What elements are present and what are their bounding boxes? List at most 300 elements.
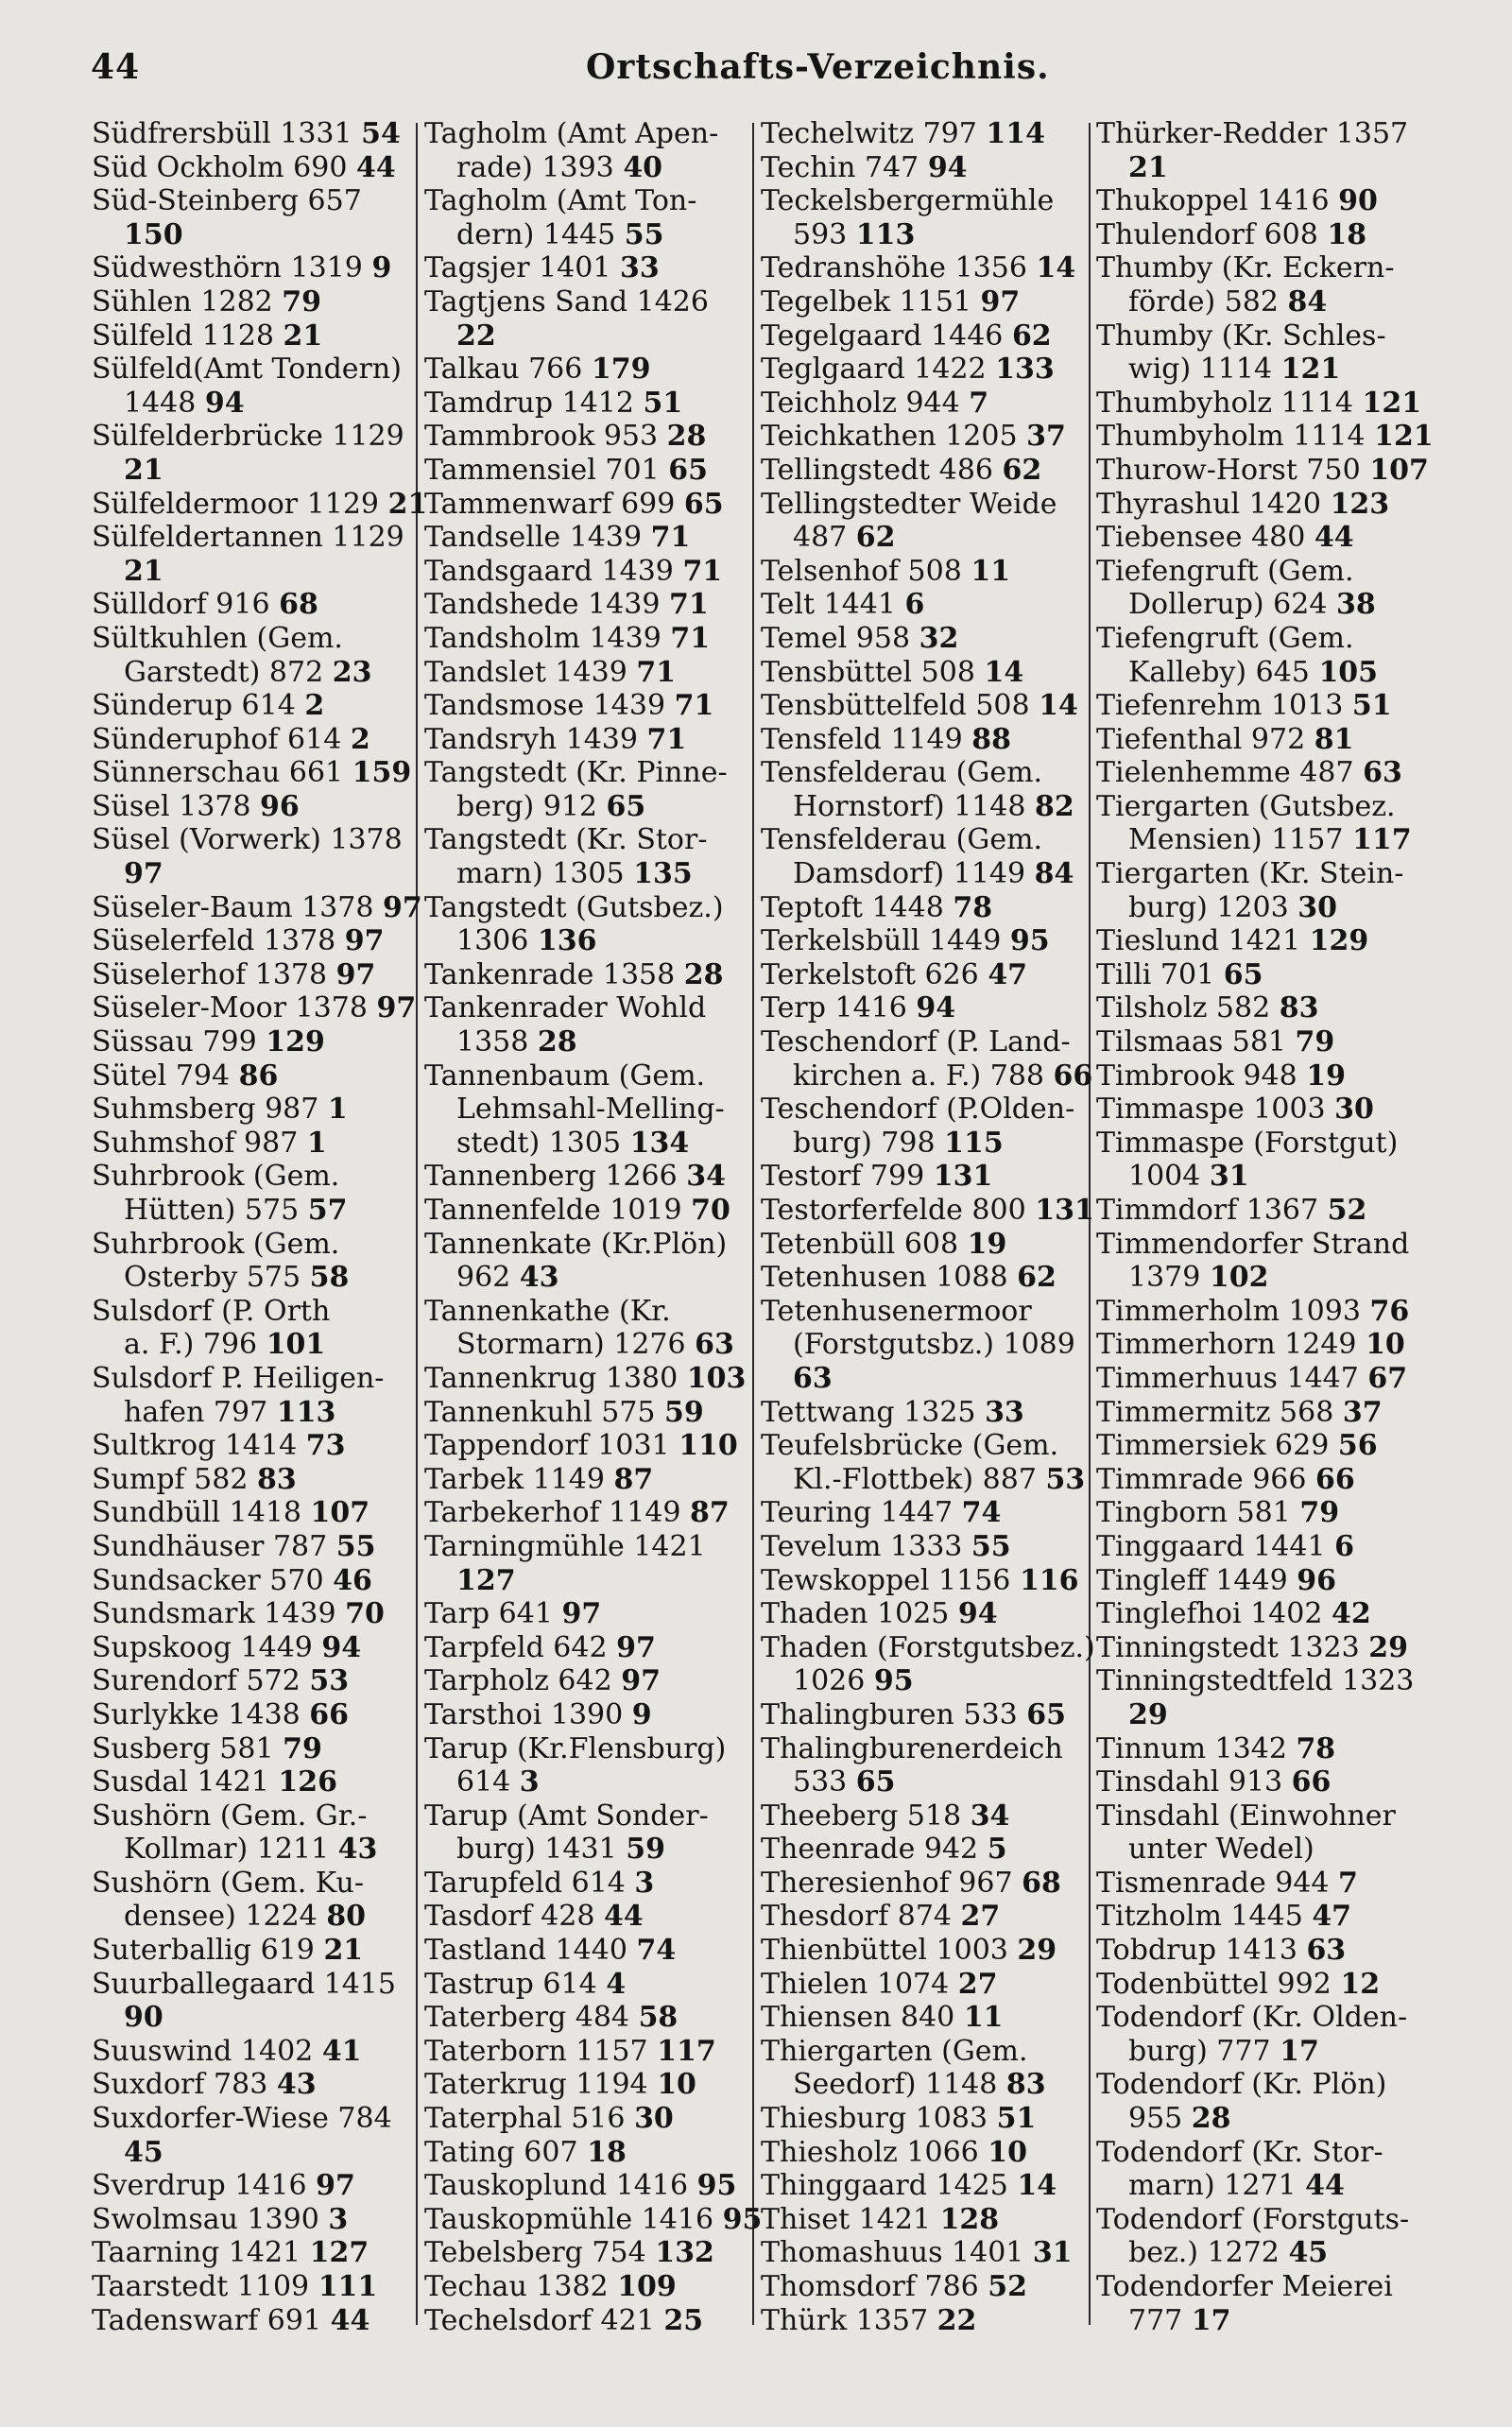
entry-page-ref: 97	[980, 284, 1021, 318]
index-entry-line	[761, 218, 1082, 252]
index-entry-line	[424, 387, 746, 421]
entry-text: Tadenswarf 691	[92, 2303, 331, 2337]
entry-page-ref: 45	[1288, 2236, 1329, 2270]
entry-text: Tetenhusen 1088	[761, 1261, 1018, 1295]
entry-text: 1004	[1128, 1160, 1210, 1194]
index-entry-line	[424, 1664, 746, 1698]
entry-text: Suhmsberg 987	[92, 1093, 328, 1127]
index-entry-line	[1096, 2236, 1427, 2270]
entry-page-ref: 3	[328, 2202, 349, 2236]
index-entry-line	[92, 1059, 408, 1093]
entry-text: Thürker-Redder 1357	[1096, 117, 1409, 150]
entry-text: Thiergarten (Gem.	[761, 2034, 1028, 2068]
entry-text: Tetenhusenermoor	[761, 1294, 1032, 1328]
entry-text: Taterphal 516	[424, 2102, 635, 2136]
entry-page-ref: 29	[1368, 1630, 1409, 1664]
entry-text: Süselerhof 1378	[92, 957, 336, 991]
entry-page-ref: 97	[616, 1630, 656, 1664]
entry-text: Thomsdorf 786	[761, 2270, 988, 2303]
entry-page-ref: 33	[619, 251, 660, 285]
entry-text: Thinggaard 1425	[761, 2169, 1018, 2203]
entry-page-ref: 80	[326, 1900, 367, 1934]
entry-text: Suhrbrook (Gem.	[92, 1227, 340, 1261]
entry-text: Tammensiel 701	[424, 453, 669, 487]
entry-page-ref: 97	[561, 1597, 602, 1631]
entry-text: Tarbek 1149	[424, 1462, 614, 1496]
index-entry-line	[761, 319, 1082, 353]
entry-page-ref: 45	[124, 2135, 163, 2169]
index-entry-line	[92, 1631, 408, 1665]
entry-text: Hütten) 575	[124, 1194, 308, 1227]
index-entry-line	[1096, 2035, 1427, 2069]
column-rule	[416, 123, 418, 2325]
index-entry-line	[1096, 1328, 1427, 1362]
entry-text: Surlykke 1438	[92, 1697, 310, 1731]
index-entry-line	[761, 723, 1082, 757]
entry-page-ref: 21	[323, 1934, 364, 1968]
entry-text: Tannenkrug 1380	[424, 1361, 687, 1395]
entry-page-ref: 68	[1022, 1866, 1061, 1900]
entry-text: Tankenrade 1358	[424, 957, 684, 991]
index-entry-line	[92, 2270, 408, 2304]
index-entry-line	[1096, 1799, 1427, 1833]
index-entry-line	[1096, 353, 1427, 387]
index-entry-line	[424, 488, 746, 522]
entry-page-ref: 76	[1369, 1294, 1410, 1328]
index-entry-line	[424, 420, 746, 454]
index-entry-line	[1096, 1093, 1427, 1127]
index-entry-line	[424, 555, 746, 589]
entry-page-ref: 6	[904, 588, 925, 622]
entry-page-ref: 79	[282, 284, 322, 318]
index-entry-line	[92, 689, 408, 723]
entry-text: Tiefengruft (Gem.	[1096, 621, 1354, 655]
index-entry-line	[1096, 1664, 1427, 1698]
index-entry-line	[761, 1396, 1082, 1430]
index-entry-line	[424, 1261, 746, 1295]
entry-text: Tagtjens Sand 1426	[424, 284, 709, 318]
entry-text: Temel 958	[761, 621, 919, 655]
entry-text: stedt) 1305	[456, 1126, 630, 1160]
entry-page-ref: 56	[1337, 1429, 1378, 1463]
index-entry-line	[761, 1867, 1082, 1901]
entry-text: burg) 777	[1128, 2034, 1280, 2068]
index-entry-line	[424, 857, 746, 891]
entry-page-ref: 47	[988, 957, 1028, 991]
index-entry-line	[424, 723, 746, 757]
index-entry-line	[424, 184, 746, 218]
entry-page-ref: 9	[371, 251, 392, 285]
entry-text: Sulsdorf P. Heiligen-	[92, 1361, 385, 1395]
entry-text: Tangstedt (Kr. Pinne-	[424, 756, 728, 790]
index-entry-line	[761, 891, 1082, 925]
index-entry-line	[92, 1698, 408, 1732]
index-entry-line	[92, 2102, 408, 2136]
entry-page-ref: 95	[722, 2202, 763, 2236]
entry-page-ref: 57	[307, 1194, 348, 1227]
index-entry-line	[424, 151, 746, 185]
index-entry-line	[92, 487, 428, 522]
index-entry-line	[424, 2270, 746, 2304]
index-entry-line	[1096, 1396, 1427, 1430]
entry-text: förde) 582	[1128, 284, 1288, 318]
entry-text: Tasdorf 428	[424, 1900, 605, 1934]
entry-page-ref: 21	[1128, 150, 1168, 184]
entry-page-ref: 28	[666, 420, 707, 454]
index-entry-line	[761, 857, 1082, 891]
entry-text: Suhmshof 987	[92, 1126, 307, 1160]
index-entry-line	[761, 1765, 1082, 1799]
index-column-2	[424, 117, 763, 2337]
entry-text: Taarning 1421	[92, 2236, 310, 2270]
entry-text: Süsel (Vorwerk) 1378	[92, 823, 403, 857]
index-entry-line	[761, 1698, 1082, 1732]
index-entry-line	[424, 1025, 746, 1059]
index-entry-line	[761, 285, 1082, 319]
index-entry-line	[92, 924, 408, 958]
entry-text: Tandselle 1439	[424, 521, 651, 555]
index-entry-line	[761, 1597, 1082, 1631]
entry-text: Tellingstedt 486	[761, 453, 1003, 487]
entry-text: Tensbüttelfeld 508	[761, 689, 1040, 723]
index-entry-line	[92, 890, 422, 925]
index-entry-line	[761, 1261, 1082, 1295]
index-entry-line	[1096, 1597, 1427, 1631]
entry-page-ref: 87	[613, 1462, 654, 1496]
entry-page-ref: 129	[266, 1025, 325, 1059]
index-entry-line	[761, 2169, 1082, 2203]
index-entry-line	[761, 689, 1082, 723]
entry-page-ref: 65	[1223, 957, 1263, 991]
entry-text: Tevelum 1333	[761, 1529, 971, 1563]
entry-page-ref: 97	[382, 890, 422, 924]
index-entry-line	[761, 924, 1082, 958]
entry-page-ref: 129	[1309, 924, 1369, 958]
entry-text: Thaden 1025	[761, 1597, 958, 1631]
entry-text: Sulsdorf (P. Orth	[92, 1294, 331, 1328]
entry-page-ref: 21	[283, 318, 323, 353]
index-entry-line	[424, 1127, 746, 1161]
entry-text: Tarbekerhof 1149	[424, 1496, 691, 1530]
entry-page-ref: 132	[655, 2236, 714, 2270]
entry-text: Tammenwarf 699	[424, 487, 684, 521]
index-entry-line	[92, 1295, 408, 1329]
entry-page-ref: 63	[793, 1361, 833, 1395]
index-entry-line	[761, 2001, 1082, 2035]
entry-page-ref: 121	[1362, 386, 1422, 420]
entry-page-ref: 113	[276, 1395, 336, 1429]
index-entry-line	[1096, 2136, 1427, 2170]
index-entry-line	[1096, 521, 1427, 555]
entry-text: Süselerfeld 1378	[92, 924, 345, 958]
entry-text: Thukoppel 1416	[1096, 184, 1339, 218]
entry-page-ref: 179	[591, 353, 651, 387]
entry-page-ref: 37	[1026, 420, 1066, 454]
index-entry-line	[1096, 555, 1427, 589]
entry-text: Teptoft 1448	[761, 890, 954, 924]
entry-text: Thaden (Forstgutsbez.)	[761, 1630, 1095, 1664]
entry-text: Thomashuus 1401	[761, 2236, 1033, 2270]
entry-page-ref: 107	[310, 1496, 370, 1530]
entry-text: Sundbüll 1418	[92, 1496, 311, 1530]
entry-page-ref: 29	[1017, 1934, 1057, 1968]
index-entry-line	[424, 319, 746, 353]
index-entry-line	[1096, 1900, 1427, 1934]
entry-text: Süd-Steinberg 657	[92, 184, 362, 218]
entry-page-ref: 43	[337, 1833, 378, 1867]
entry-page-ref: 11	[971, 554, 1011, 588]
entry-text: Timmermitz 568	[1096, 1395, 1343, 1429]
entry-text: Timmerhuus 1447	[1096, 1361, 1368, 1395]
entry-page-ref: 95	[696, 2169, 737, 2203]
entry-page-ref: 123	[1330, 487, 1390, 521]
entry-page-ref: 3	[519, 1765, 540, 1799]
entry-text: Timmaspe (Forstgut)	[1096, 1126, 1399, 1160]
entry-page-ref: 38	[1335, 588, 1376, 622]
entry-text: Tarpholz 642	[424, 1664, 622, 1698]
entry-text: Tiefengruft (Gem.	[1096, 554, 1354, 588]
entry-text: Suxdorfer-Wiese 784	[92, 2102, 392, 2136]
entry-text: Tarupfeld 614	[424, 1866, 635, 1900]
index-entry-line	[1096, 1362, 1427, 1396]
entry-text: Tastrup 614	[424, 1967, 607, 2001]
entry-text: 1358	[456, 1025, 538, 1059]
entry-page-ref: 17	[1191, 2303, 1231, 2337]
entry-text: Sühlen 1282	[92, 284, 283, 318]
index-entry-line	[1096, 622, 1427, 656]
entry-text: Tinningstedtfeld 1323	[1096, 1664, 1415, 1698]
entry-page-ref: 121	[1280, 353, 1341, 387]
entry-text: Susberg 581	[92, 1731, 284, 1765]
index-entry-line	[1096, 1261, 1427, 1295]
entry-text: Teichholz 944	[761, 386, 970, 420]
entry-text: Kl.-Flottbek) 887	[793, 1462, 1046, 1496]
entry-page-ref: 66	[1053, 1059, 1093, 1093]
entry-text: Tannenbaum (Gem.	[424, 1059, 706, 1093]
index-entry-line	[761, 555, 1082, 589]
entry-text: Thiesholz 1066	[761, 2135, 988, 2169]
entry-text: Sundhäuser 787	[92, 1529, 336, 1563]
entry-text: Tiefenrehm 1013	[1096, 689, 1352, 723]
entry-page-ref: 94	[321, 1630, 362, 1664]
entry-page-ref: 150	[124, 217, 183, 251]
entry-page-ref: 31	[1032, 2236, 1073, 2270]
index-entry-line	[761, 1362, 1082, 1396]
index-entry-line	[92, 218, 408, 252]
entry-page-ref: 17	[1280, 2034, 1319, 2068]
index-entry-line	[92, 991, 417, 1025]
entry-page-ref: 31	[1209, 1160, 1249, 1194]
index-entry-line	[761, 2203, 1082, 2237]
column-rule	[752, 123, 754, 2325]
entry-page-ref: 115	[944, 1126, 1004, 1160]
index-entry-line	[92, 1867, 408, 1901]
entry-text: Tastland 1440	[424, 1934, 637, 1968]
index-entry-line	[424, 689, 746, 723]
entry-page-ref: 28	[537, 1025, 577, 1059]
index-entry-line	[424, 1833, 746, 1867]
entry-text: Timmdorf 1367	[1096, 1194, 1328, 1227]
entry-text: Tandsholm 1439	[424, 621, 671, 655]
entry-text: Taterberg 484	[424, 2001, 639, 2035]
index-entry-line	[92, 1765, 408, 1799]
index-entry-line	[761, 420, 1082, 454]
index-entry-line	[92, 790, 408, 824]
entry-page-ref: 74	[961, 1496, 1002, 1530]
entry-text: Terkelstoft 626	[761, 957, 988, 991]
entry-page-ref: 71	[682, 554, 723, 588]
entry-page-ref: 96	[1297, 1563, 1336, 1597]
entry-page-ref: 84	[1287, 284, 1328, 318]
entry-text: Thumbyholm 1114	[1096, 420, 1375, 454]
entry-page-ref: 117	[1351, 823, 1412, 857]
index-entry-line	[1096, 2001, 1427, 2035]
entry-page-ref: 78	[953, 890, 993, 924]
entry-text: Terp 1416	[761, 991, 917, 1025]
entry-text: Tegelbek 1151	[761, 284, 981, 318]
entry-text: Tauskopmühle 1416	[424, 2202, 723, 2236]
entry-text: Tinnum 1342	[1096, 1731, 1297, 1765]
index-entry-line	[1096, 2304, 1427, 2338]
entry-page-ref: 51	[1351, 689, 1392, 723]
index-entry-line	[92, 2203, 408, 2237]
index-entry-line	[761, 991, 1082, 1025]
index-entry-line	[92, 1463, 408, 1497]
entry-text: Taterborn 1157	[424, 2034, 658, 2068]
index-entry-line	[1096, 1968, 1427, 2002]
entry-text: Tankenrader Wohld	[424, 991, 707, 1025]
entry-text: Timmersiek 629	[1096, 1429, 1338, 1463]
index-entry-line	[424, 924, 746, 958]
entry-page-ref: 68	[279, 588, 318, 622]
entry-text: Tamdrup 1412	[424, 386, 644, 420]
entry-page-ref: 74	[636, 1934, 677, 1968]
entry-page-ref: 116	[1019, 1563, 1079, 1597]
entry-text: Tensbüttel 508	[761, 655, 985, 689]
index-entry-line	[424, 2304, 746, 2338]
entry-page-ref: 133	[995, 353, 1055, 387]
entry-page-ref: 65	[855, 1765, 896, 1799]
entry-text: Techau 1382	[424, 2270, 618, 2303]
index-entry-line	[1096, 1429, 1427, 1463]
entry-page-ref: 78	[1296, 1731, 1336, 1765]
entry-text: Tewskoppel 1156	[761, 1563, 1020, 1597]
entry-page-ref: 40	[623, 150, 663, 184]
entry-text: Todenbüttel 992	[1096, 1967, 1341, 2001]
entry-text: Tangstedt (Kr. Stor-	[424, 823, 708, 857]
index-entry-line	[424, 622, 746, 656]
entry-text: Techelsdorf 421	[424, 2303, 664, 2337]
entry-page-ref: 51	[996, 2102, 1037, 2136]
index-column-1	[92, 117, 428, 2337]
index-entry-line	[424, 1228, 746, 1262]
entry-page-ref: 66	[1291, 1765, 1332, 1799]
entry-text: Osterby 575	[124, 1261, 310, 1295]
index-entry-line	[761, 184, 1082, 218]
index-entry-line	[92, 117, 408, 151]
index-entry-line	[424, 1328, 746, 1362]
index-entry-line	[92, 2136, 408, 2170]
index-entry-line	[92, 353, 408, 387]
entry-text: burg) 1203	[1128, 890, 1298, 924]
entry-text: burg) 1431	[456, 1833, 627, 1867]
entry-text: Tandslet 1439	[424, 655, 637, 689]
index-entry-line	[1096, 723, 1427, 757]
entry-text: a. F.) 796	[124, 1328, 266, 1362]
entry-text: Kalleby) 645	[1128, 655, 1319, 689]
index-entry-line	[761, 251, 1082, 285]
entry-page-ref: 34	[970, 1799, 1010, 1833]
entry-text: Tagholm (Amt Apen-	[424, 117, 719, 150]
index-entry-line	[1096, 2203, 1427, 2237]
entry-page-ref: 73	[305, 1429, 346, 1463]
entry-page-ref: 102	[1209, 1261, 1269, 1295]
index-entry-line	[424, 756, 746, 790]
entry-page-ref: 101	[266, 1328, 326, 1362]
entry-page-ref: 62	[1017, 1261, 1057, 1295]
entry-page-ref: 22	[456, 318, 496, 353]
index-entry-line	[1096, 823, 1427, 857]
index-entry-line	[761, 488, 1082, 522]
index-entry-line	[424, 891, 746, 925]
entry-text: Taarstedt 1109	[92, 2270, 318, 2303]
entry-text: Sultkrog 1414	[92, 1429, 306, 1463]
index-entry-line	[761, 622, 1082, 656]
entry-page-ref: 19	[967, 1227, 1007, 1261]
entry-text: Sundsacker 570	[92, 1563, 334, 1597]
index-entry-line	[92, 1833, 408, 1867]
index-entry-line	[424, 1396, 746, 1430]
entry-page-ref: 71	[636, 655, 677, 689]
entry-text: Tismenrade 944	[1096, 1866, 1339, 1900]
index-entry-line	[424, 1564, 746, 1598]
entry-page-ref: 55	[335, 1529, 376, 1563]
entry-text: Südwesthörn 1319	[92, 251, 372, 285]
index-entry-line	[1096, 1025, 1427, 1059]
entry-text: Thumby (Kr. Eckern-	[1096, 251, 1395, 285]
entry-page-ref: 51	[643, 386, 683, 420]
index-entry-line	[424, 1698, 746, 1732]
entry-text: Timmrade 966	[1096, 1462, 1316, 1496]
entry-text: Tiefenthal 972	[1096, 722, 1314, 756]
index-entry-line	[761, 2136, 1082, 2170]
entry-text: Todendorf (Kr. Olden-	[1096, 2001, 1408, 2035]
index-entry-line	[1096, 2270, 1427, 2304]
entry-text: 1026	[793, 1664, 874, 1698]
entry-page-ref: 111	[318, 2270, 378, 2303]
entry-text: Tannenberg 1266	[424, 1160, 687, 1194]
entry-page-ref: 44	[330, 2303, 370, 2337]
entry-text: Todendorf (Forstguts-	[1096, 2202, 1410, 2236]
index-entry-line	[761, 454, 1082, 488]
entry-text: 533	[793, 1765, 856, 1799]
entry-page-ref: 7	[969, 386, 989, 420]
page-number: 44	[91, 47, 141, 87]
index-entry-line	[1096, 756, 1427, 790]
entry-page-ref: 25	[663, 2303, 704, 2337]
entry-page-ref: 14	[984, 655, 1024, 689]
index-entry-line	[761, 1900, 1082, 1934]
entry-page-ref: 12	[1340, 1967, 1381, 2001]
index-entry-line	[1096, 1463, 1427, 1497]
index-entry-line	[92, 319, 408, 353]
entry-page-ref: 4	[606, 1967, 627, 2001]
entry-text: Tilli 701	[1096, 957, 1224, 991]
entry-text: Tating 607	[424, 2135, 588, 2169]
index-entry-line	[761, 1833, 1082, 1867]
entry-text: Tannenkate (Kr.Plön)	[424, 1227, 728, 1261]
entry-page-ref: 71	[668, 588, 709, 622]
